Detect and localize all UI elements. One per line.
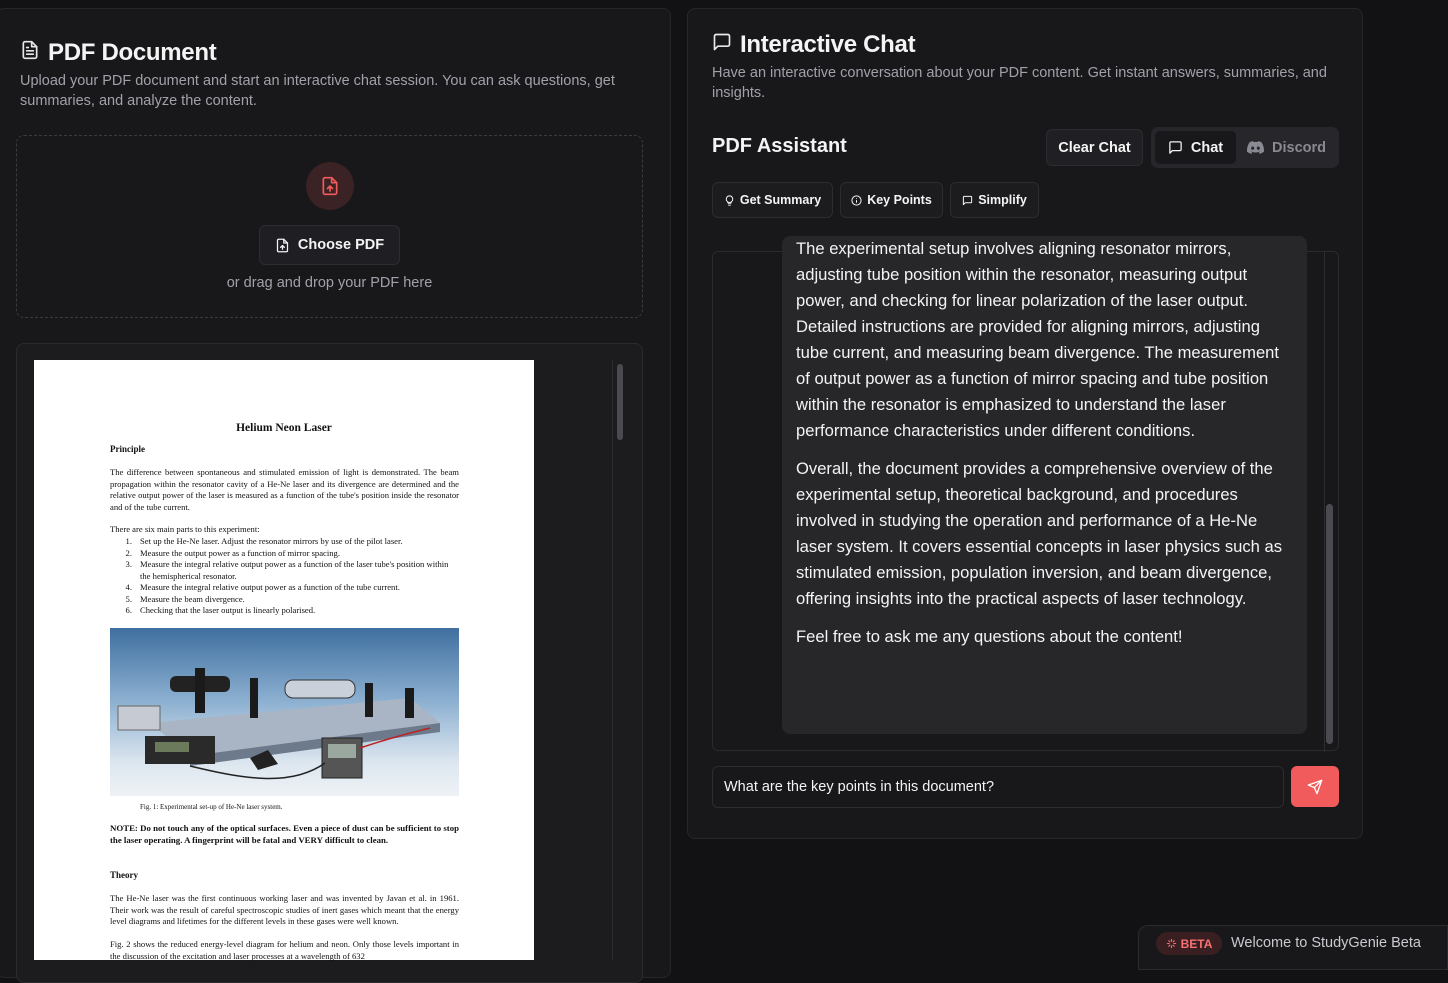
- pdf-scrollbar-thumb[interactable]: [617, 364, 623, 440]
- assistant-title: PDF Assistant: [712, 135, 847, 157]
- info-circle-icon: [851, 195, 862, 206]
- message-icon: [962, 195, 973, 206]
- upload-icon: [306, 162, 354, 210]
- list-item: 1. Set up the He-Ne laser. Adjust the resonator mirrors by use of the pilot laser.: [125, 536, 403, 546]
- interactive-chat-panel: [687, 8, 1363, 839]
- beta-badge: BETA: [1156, 932, 1222, 955]
- chat-panel-description: Have an interactive conversation about your PDF content. Get instant answers, summaries, and insights.: [712, 65, 1327, 101]
- tab-discord-label: Discord: [1272, 139, 1326, 156]
- assistant-message: [782, 236, 1307, 734]
- pdf-parts-list: [110, 536, 459, 617]
- list-item: 2. Measure the output power as a function of mirror spacing.: [125, 547, 340, 558]
- file-upload-icon: [275, 238, 290, 253]
- mode-toggle: [1151, 127, 1339, 168]
- choose-pdf-button[interactable]: [259, 225, 400, 265]
- pdf-panel-header: [20, 39, 216, 67]
- clear-chat-button[interactable]: Clear Chat: [1046, 129, 1143, 166]
- chat-input[interactable]: [712, 766, 1284, 808]
- simplify-button[interactable]: Simplify: [950, 182, 1039, 218]
- pdf-theory-heading: Theory: [110, 870, 138, 880]
- tab-discord[interactable]: [1238, 131, 1335, 164]
- pdf-scrollbar[interactable]: [612, 360, 626, 960]
- pdf-document-panel: [0, 8, 671, 978]
- tab-chat-label: Chat: [1190, 139, 1224, 156]
- pdf-principle-heading: Principle: [110, 444, 145, 454]
- pdf-dropzone[interactable]: [16, 135, 643, 318]
- pdf-parts-intro: There are six main parts to this experiment:: [110, 524, 260, 534]
- chat-scrollbar[interactable]: [1324, 252, 1325, 752]
- drag-drop-hint: or drag and drop your PDF here: [226, 275, 433, 291]
- tab-chat[interactable]: [1155, 131, 1236, 164]
- beta-toast[interactable]: [1138, 925, 1448, 970]
- pdf-page: [34, 360, 534, 960]
- laser-setup-photo: [110, 628, 459, 796]
- key-points-button[interactable]: Key Points: [840, 182, 943, 218]
- document-icon: [20, 39, 40, 67]
- send-button[interactable]: [1291, 766, 1339, 807]
- pdf-figure-caption: Fig. 1: Experimental set-up of He-Ne laser system.: [140, 803, 283, 811]
- list-item: 6. Checking that the laser output is linearly polarised.: [125, 605, 316, 615]
- pdf-page-title: Helium Neon Laser: [236, 422, 332, 434]
- discord-icon: [1247, 140, 1264, 155]
- pdf-principle-text: The difference between spontaneous and stimulated emission of light is demonstrated. The beam propagation within the resonator cavity of a He-Ne laser and its divergence are determined and the relative output power of the laser is measured as a function of the tube's position inside the resonator and of the tube current.: [110, 467, 459, 512]
- lightbulb-icon: [724, 195, 735, 206]
- pdf-theory-text: The He-Ne laser was the first continuous working laser and was invented by Javan et al. in 1961. Their work was the result of careful spectroscopic studies of inert gases which meant that the energy level diagrams and lifetimes for the different levels in these gases were well known.: [110, 893, 459, 926]
- pdf-panel-description: Upload your PDF document and start an interactive chat session. You can ask questions, get summaries, and analyze the content.: [20, 73, 615, 109]
- pdf-theory-text-2: Fig. 2 shows the reduced energy-level diagram for helium and neon. Only those levels important in the discussion of the excitation and laser processes at a wavelength of 632: [110, 939, 459, 961]
- pdf-panel-title: PDF Document: [48, 39, 217, 66]
- list-item: 5. Measure the beam divergence.: [125, 593, 245, 604]
- chat-messages-area[interactable]: [712, 239, 1339, 751]
- pdf-note: NOTE: Do not touch any of the optical surfaces. Even a piece of dust can be sufficient to stop the laser operating. A fingerprint will be fatal and VERY difficult to clean.: [110, 823, 459, 845]
- send-icon: [1307, 779, 1323, 795]
- list-item: 4. Measure the integral relative output power as a function of the tube current.: [125, 582, 400, 592]
- choose-pdf-label: Choose PDF: [297, 237, 385, 253]
- message-square-icon: [712, 31, 732, 59]
- chat-icon: [1168, 140, 1183, 155]
- list-item: 3. Measure the integral relative output power as a function of the laser tube's position within the hemispherical resonator.: [125, 559, 449, 581]
- chat-panel-header: [712, 31, 915, 59]
- pdf-viewer[interactable]: [16, 343, 643, 983]
- message-paragraph: Overall, the document provides a comprehensive overview of the experimental setup, theoretical background, and procedures involved in studying the operation and performance of a He-Ne laser system. It covers essential concepts in laser physics such as stimulated emission, population inversion, and beam divergence, offering insights into the practical aspects of laser technology.: [796, 459, 1283, 608]
- message-paragraph: Feel free to ask me any questions about the content!: [796, 627, 1183, 646]
- chat-panel-title: Interactive Chat: [740, 31, 916, 58]
- toast-message: Welcome to StudyGenie Beta: [1231, 935, 1421, 951]
- chat-scrollbar-thumb[interactable]: [1326, 504, 1333, 744]
- message-paragraph: The experimental setup involves aligning resonator mirrors, adjusting tube position within the resonator, measuring output power, and checking for linear polarization of the laser output. Detailed instructions are provided for aligning mirrors, adjusting tube current, and measuring beam divergence. The measurement of output power as a function of mirror spacing and tube position within the resonator is emphasized to understand the laser performance characteristics under different conditions.: [796, 239, 1280, 440]
- sparkles-icon: [1166, 938, 1177, 949]
- get-summary-button[interactable]: Get Summary: [712, 182, 833, 218]
